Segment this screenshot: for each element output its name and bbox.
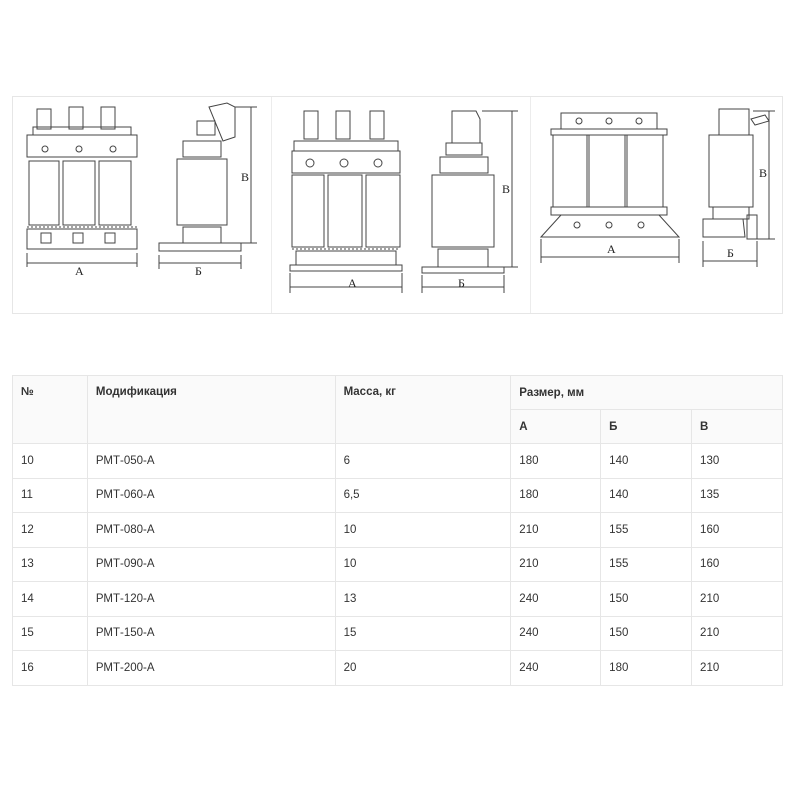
table-row bbox=[13, 444, 783, 479]
cell-size-a: 240 bbox=[511, 582, 601, 617]
table-row bbox=[13, 478, 783, 513]
cell-mass: 6 bbox=[335, 444, 511, 479]
cell-model: РМТ-050-А bbox=[87, 444, 335, 479]
dimension-drawings bbox=[12, 96, 783, 314]
header-number: № bbox=[13, 376, 88, 444]
drawing-panel-2 bbox=[272, 97, 530, 313]
cell-size-b: 140 bbox=[601, 444, 692, 479]
cell-size-b: 140 bbox=[601, 478, 692, 513]
table-row bbox=[13, 616, 783, 651]
cell-size-c: 135 bbox=[692, 478, 783, 513]
cell-size-c: 160 bbox=[692, 547, 783, 582]
cell-model: РМТ-090-А bbox=[87, 547, 335, 582]
drawing-svg-1 bbox=[13, 97, 271, 313]
cell-size-c: 210 bbox=[692, 582, 783, 617]
cell-mass: 6,5 bbox=[335, 478, 511, 513]
cell-size-c: 210 bbox=[692, 651, 783, 686]
header-model: Модификация bbox=[87, 376, 335, 444]
panel1-dim-b: Б bbox=[195, 264, 202, 278]
cell-size-a: 210 bbox=[511, 513, 601, 548]
table-row bbox=[13, 582, 783, 617]
cell-number: 11 bbox=[13, 478, 88, 513]
cell-model: РМТ-200-А bbox=[87, 651, 335, 686]
cell-number: 16 bbox=[13, 651, 88, 686]
header-size-a: А bbox=[511, 410, 601, 444]
cell-mass: 20 bbox=[335, 651, 511, 686]
panel2-dim-b: Б bbox=[458, 276, 465, 290]
panel1-dim-c: В bbox=[241, 170, 250, 184]
table-header-row bbox=[13, 376, 783, 410]
panel3-dim-b: Б bbox=[727, 246, 734, 260]
header-size-c: В bbox=[692, 410, 783, 444]
cell-size-b: 155 bbox=[601, 513, 692, 548]
cell-size-c: 160 bbox=[692, 513, 783, 548]
cell-number: 13 bbox=[13, 547, 88, 582]
cell-size-a: 180 bbox=[511, 478, 601, 513]
cell-model: РМТ-080-А bbox=[87, 513, 335, 548]
header-size: Размер, мм bbox=[511, 376, 783, 410]
cell-size-c: 210 bbox=[692, 616, 783, 651]
table-row bbox=[13, 651, 783, 686]
cell-mass: 13 bbox=[335, 582, 511, 617]
panel3-dim-c: В bbox=[759, 166, 768, 180]
specifications-table bbox=[12, 375, 783, 686]
cell-size-a: 240 bbox=[511, 651, 601, 686]
drawing-panel-3 bbox=[531, 97, 782, 313]
panel2-dim-a: А bbox=[348, 276, 357, 290]
cell-mass: 10 bbox=[335, 547, 511, 582]
cell-model: РМТ-120-А bbox=[87, 582, 335, 617]
panel1-dim-a: А bbox=[75, 264, 84, 278]
cell-size-b: 150 bbox=[601, 616, 692, 651]
cell-number: 12 bbox=[13, 513, 88, 548]
cell-size-a: 180 bbox=[511, 444, 601, 479]
cell-mass: 10 bbox=[335, 513, 511, 548]
cell-size-c: 130 bbox=[692, 444, 783, 479]
table-row bbox=[13, 547, 783, 582]
cell-number: 14 bbox=[13, 582, 88, 617]
panel3-dim-a: А bbox=[607, 242, 616, 256]
table-row bbox=[13, 513, 783, 548]
cell-size-b: 150 bbox=[601, 582, 692, 617]
header-mass: Масса, кг bbox=[335, 376, 511, 444]
panel2-dim-c: В bbox=[502, 182, 511, 196]
cell-model: РМТ-060-А bbox=[87, 478, 335, 513]
drawing-panel-1 bbox=[13, 97, 271, 313]
cell-model: РМТ-150-А bbox=[87, 616, 335, 651]
drawing-svg-2 bbox=[272, 97, 530, 313]
cell-size-b: 155 bbox=[601, 547, 692, 582]
cell-size-a: 240 bbox=[511, 616, 601, 651]
cell-mass: 15 bbox=[335, 616, 511, 651]
header-size-b: Б bbox=[601, 410, 692, 444]
cell-number: 10 bbox=[13, 444, 88, 479]
cell-size-b: 180 bbox=[601, 651, 692, 686]
cell-number: 15 bbox=[13, 616, 88, 651]
drawing-svg-3 bbox=[531, 97, 782, 313]
cell-size-a: 210 bbox=[511, 547, 601, 582]
